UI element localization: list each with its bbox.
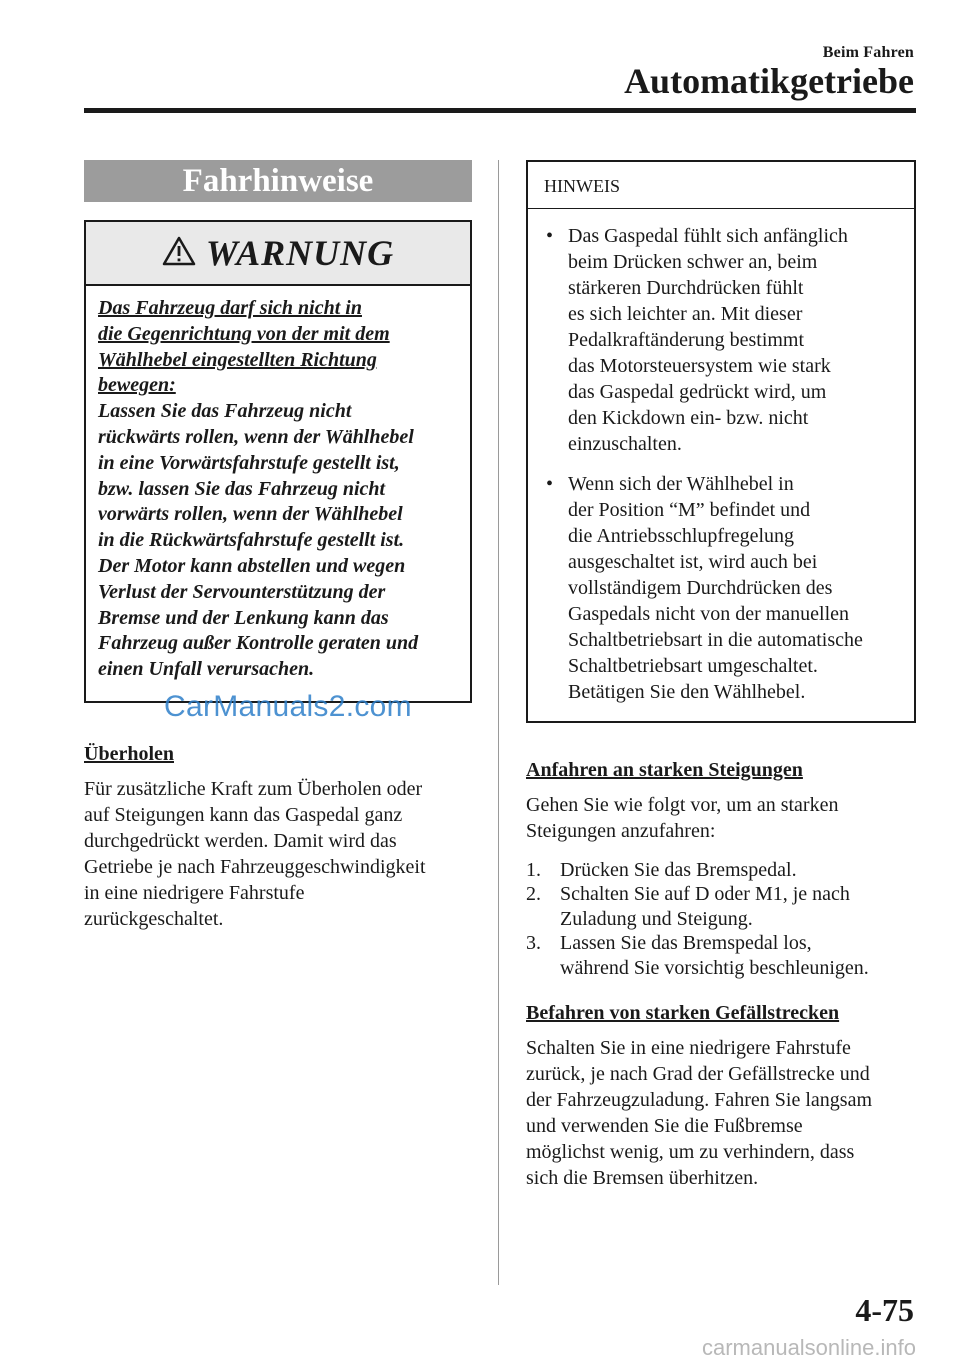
warning-body-line: vorwärts rollen, wenn der Wählhebel [98,503,403,526]
step-number: 2. [526,883,541,906]
warning-body-line: Lassen Sie das Fahrzeug nicht [98,400,352,423]
warning-body-line: Bremse und der Lenkung kann das [98,606,389,629]
step-number: 1. [526,859,541,881]
warning-body-line: einen Unfall verursachen. [98,658,315,681]
note-line: stärkeren Durchdrücken fühlt [568,277,804,299]
downhill-line: sich die Bremsen überhitzen. [526,1167,759,1190]
downhill-line: und verwenden Sie die Fußbremse [526,1115,803,1138]
warning-text [86,286,470,701]
note-line: ausgeschaltet ist, wird auch bei [568,551,818,573]
note-line: Pedalkraftänderung bestimmt [568,329,805,351]
warning-body-line: in die Rückwärtsfahrstufe gestellt ist. [98,529,405,552]
step-number: 3. [526,932,541,955]
step-text [560,882,916,931]
uphill-intro-line: Gehen Sie wie folgt vor, um an starken [526,794,839,816]
warning-lead-line: Wählhebel eingestellten Richtung [98,348,377,371]
note-line: Gaspedals nicht von der manuellen [568,603,850,625]
warning-title: WARNUNG [205,233,395,273]
note-line: Wenn sich der Wählhebel in [568,473,794,495]
note-title: HINWEIS [528,162,914,209]
overtaking-line: Getriebe je nach Fahrzeuggeschwindigkeit [84,855,426,878]
uphill-steps [526,858,916,980]
watermark-logo: CarManuals2.com [164,690,412,723]
uphill-heading: Anfahren an starken Steigungen [526,759,803,781]
column-divider [498,160,499,1285]
header-rule [84,108,916,113]
section-title: Beim Fahren [822,44,914,61]
downhill-line: der Fahrzeugzuladung. Fahren Sie langsam [526,1089,873,1112]
downhill-heading: Befahren von starken Gefällstrecken [526,1002,840,1025]
note-bullet [542,223,900,457]
warning-header [86,222,470,286]
step-line: während Sie vorsichtig beschleunigen. [560,956,869,979]
note-line: der Position “M” befindet und [568,499,811,521]
warning-triangle-icon [162,236,196,271]
left-column [84,160,472,932]
overtaking-text [84,776,472,932]
step-line: Schalten Sie auf D oder M1, je nach [560,883,850,906]
right-column [526,160,916,1191]
section-banner: Fahrhinweise [84,160,472,202]
overtaking-line: auf Steigungen kann das Gaspedal ganz [84,803,403,826]
overtaking-line: Für zusätzliche Kraft zum Überholen oder [84,777,423,800]
bullet-mark: • [546,225,554,247]
step-line: Lassen Sie das Bremspedal los, [560,932,812,955]
note-line: beim Drücken schwer an, beim [568,251,818,273]
warning-body-line: rückwärts rollen, wenn der Wählhebel [98,425,414,448]
downhill-line: zurück, je nach Grad der Gefällstrecke und [526,1063,870,1086]
warning-body-line: Fahrzeug außer Kontrolle geraten und [98,632,419,655]
warning-box [84,220,472,703]
page-number: 4-75 [855,1292,914,1328]
downhill-section [526,1002,916,1191]
note-bullet [542,471,900,705]
note-bullet-text [568,471,900,705]
uphill-intro [526,792,916,844]
downhill-line: möglichst wenig, um zu verhindern, dass [526,1141,855,1164]
uphill-intro-line: Steigungen anzufahren: [526,820,716,842]
overtaking-line: durchgedrückt werden. Damit wird das [84,829,397,852]
step-text [560,858,916,882]
note-line: Betätigen Sie den Wählhebel. [568,681,806,703]
footer-watermark: carmanualsonline.info [701,1335,916,1360]
overtaking-line: zurückgeschaltet. [84,907,224,930]
note-line: einzuschalten. [568,433,682,455]
chapter-title: Automatikgetriebe [624,61,914,101]
note-line: den Kickdown ein- bzw. nicht [568,407,809,429]
note-line: Das Gaspedal fühlt sich anfänglich [568,225,848,247]
note-bullet-text [568,223,900,457]
downhill-line: Schalten Sie in eine niedrigere Fahrstufe [526,1037,851,1060]
step-text [560,931,916,980]
note-line: es sich leichter an. Mit dieser [568,303,803,325]
step-line: Zuladung und Steigung. [560,907,753,930]
note-line: das Motorsteuersystem wie stark [568,355,831,377]
overtaking-heading: Überholen [84,742,174,765]
note-line: die Antriebsschlupfregelung [568,525,795,547]
bullet-mark: • [546,473,554,495]
warning-lead-line: bewegen: [98,374,176,397]
warning-lead-line: Das Fahrzeug darf sich nicht in [98,297,362,319]
step-item [526,931,916,980]
uphill-section [526,759,916,980]
note-line: Schaltbetriebsart in die automatische [568,629,863,651]
step-item [526,858,916,882]
note-body [528,209,914,721]
note-line: das Gaspedal gedrückt wird, um [568,381,827,403]
step-item [526,882,916,931]
warning-body-line: Der Motor kann abstellen und wegen [98,554,406,577]
warning-body-line: in eine Vorwärtsfahrstufe gestellt ist, [98,451,400,474]
step-line: Drücken Sie das Bremspedal. [560,859,797,881]
note-line: vollständigem Durchdrücken des [568,577,833,599]
overtaking-line: in eine niedrigere Fahrstufe [84,881,305,904]
warning-body-line: Verlust der Servounterstützung der [98,580,386,603]
note-line: Schaltbetriebsart umgeschaltet. [568,655,818,677]
note-box [526,160,916,723]
downhill-text [526,1035,916,1191]
warning-lead-line: die Gegenrichtung von der mit dem [98,322,390,345]
warning-body-line: bzw. lassen Sie das Fahrzeug nicht [98,477,386,500]
overtaking-section [84,743,472,932]
